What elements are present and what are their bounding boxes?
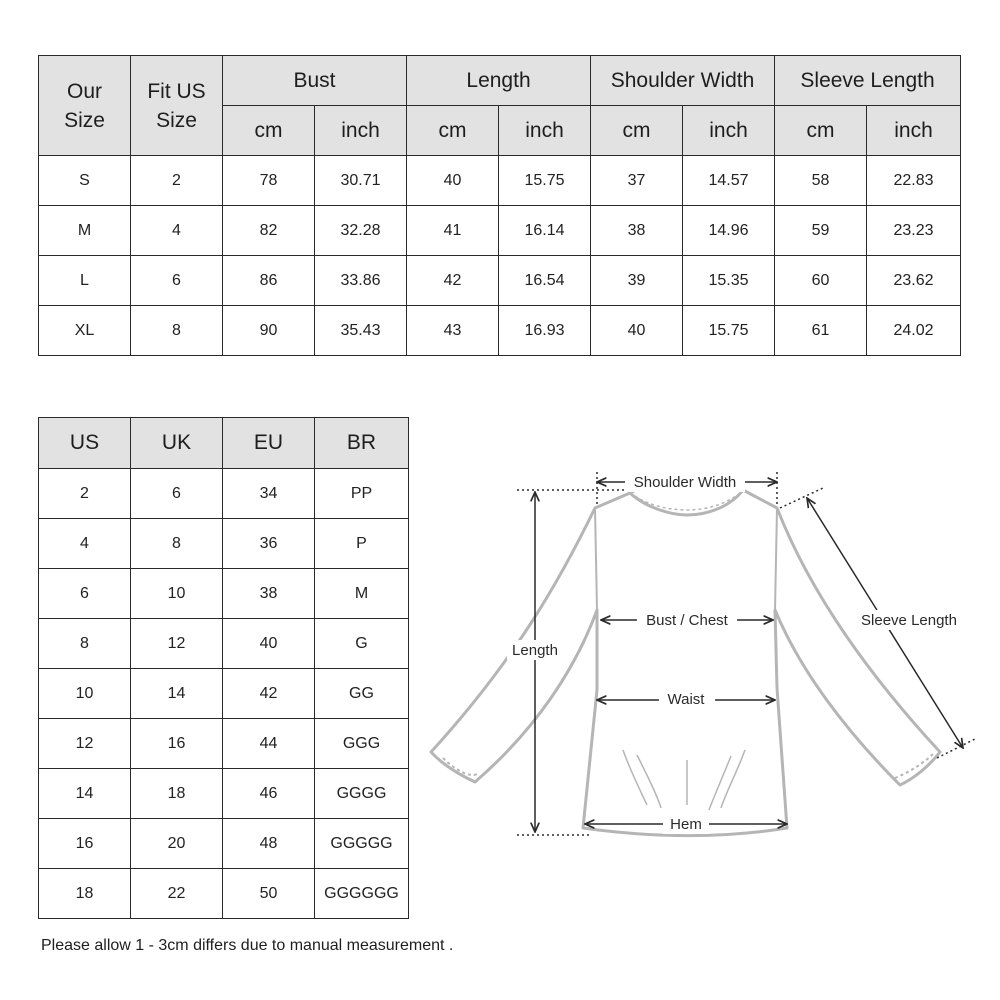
cell-us: 14 (39, 769, 131, 819)
cell-sleeve-cm: 59 (775, 206, 867, 256)
header-our-size: Our Size (39, 56, 131, 156)
cell-eu: 34 (223, 469, 315, 519)
cell-sleeve-inch: 23.23 (867, 206, 961, 256)
cell-sleeve-inch: 22.83 (867, 156, 961, 206)
cell-length-cm: 41 (407, 206, 499, 256)
cell-eu: 44 (223, 719, 315, 769)
cell-us: 4 (39, 519, 131, 569)
cell-br: GGGG (315, 769, 409, 819)
cell-bust-cm: 78 (223, 156, 315, 206)
cell-shoulder-cm: 39 (591, 256, 683, 306)
table-row (39, 869, 409, 919)
label-bust-chest: Bust / Chest (646, 612, 728, 629)
cell-fit-us: 2 (131, 156, 223, 206)
cell-us: 10 (39, 669, 131, 719)
cell-size: XL (39, 306, 131, 356)
unit-inch: inch (867, 106, 961, 156)
cell-us: 6 (39, 569, 131, 619)
cell-br: GGGGGG (315, 869, 409, 919)
table-row (39, 669, 409, 719)
cell-eu: 50 (223, 869, 315, 919)
header-shoulder-width: Shoulder Width (591, 56, 775, 106)
unit-cm: cm (591, 106, 683, 156)
cell-sleeve-cm: 60 (775, 256, 867, 306)
unit-cm: cm (223, 106, 315, 156)
size-chart-table (38, 55, 961, 356)
cell-uk: 8 (131, 519, 223, 569)
header-us: US (39, 418, 131, 469)
cell-uk: 18 (131, 769, 223, 819)
table-row (39, 719, 409, 769)
table-row (39, 769, 409, 819)
header-fit-us-size: Fit US Size (131, 56, 223, 156)
cell-eu: 42 (223, 669, 315, 719)
cell-uk: 20 (131, 819, 223, 869)
table-row (39, 619, 409, 669)
cell-shoulder-inch: 14.96 (683, 206, 775, 256)
cell-length-inch: 16.14 (499, 206, 591, 256)
cell-br: GGGGG (315, 819, 409, 869)
table-row (39, 819, 409, 869)
cell-uk: 10 (131, 569, 223, 619)
unit-inch: inch (683, 106, 775, 156)
cell-uk: 6 (131, 469, 223, 519)
cell-bust-inch: 33.86 (315, 256, 407, 306)
cell-uk: 14 (131, 669, 223, 719)
cell-us: 8 (39, 619, 131, 669)
measurement-note: Please allow 1 - 3cm differs due to manual measurement . (41, 937, 454, 954)
cell-eu: 48 (223, 819, 315, 869)
table-row (39, 519, 409, 569)
cell-br: GG (315, 669, 409, 719)
cell-bust-inch: 32.28 (315, 206, 407, 256)
header-uk: UK (131, 418, 223, 469)
header-length: Length (407, 56, 591, 106)
cell-br: P (315, 519, 409, 569)
label-sleeve-length: Sleeve Length (861, 612, 957, 629)
header-eu: EU (223, 418, 315, 469)
cell-length-cm: 43 (407, 306, 499, 356)
table-row (39, 256, 961, 306)
cell-bust-cm: 90 (223, 306, 315, 356)
header-bust: Bust (223, 56, 407, 106)
cell-shoulder-inch: 15.35 (683, 256, 775, 306)
cell-bust-cm: 86 (223, 256, 315, 306)
cell-us: 16 (39, 819, 131, 869)
header-sleeve-length: Sleeve Length (775, 56, 961, 106)
cell-bust-inch: 30.71 (315, 156, 407, 206)
cell-fit-us: 4 (131, 206, 223, 256)
cell-sleeve-cm: 58 (775, 156, 867, 206)
size-conversion-table (38, 417, 409, 919)
cell-shoulder-cm: 37 (591, 156, 683, 206)
unit-inch: inch (499, 106, 591, 156)
cell-us: 18 (39, 869, 131, 919)
cell-size: L (39, 256, 131, 306)
cell-shoulder-cm: 38 (591, 206, 683, 256)
cell-length-inch: 16.54 (499, 256, 591, 306)
cell-bust-cm: 82 (223, 206, 315, 256)
cell-br: G (315, 619, 409, 669)
cell-bust-inch: 35.43 (315, 306, 407, 356)
label-length: Length (512, 642, 558, 659)
table-row (39, 156, 961, 206)
cell-sleeve-cm: 61 (775, 306, 867, 356)
unit-cm: cm (407, 106, 499, 156)
label-hem: Hem (670, 816, 702, 833)
cell-length-inch: 16.93 (499, 306, 591, 356)
cell-br: GGG (315, 719, 409, 769)
label-waist: Waist (667, 691, 705, 708)
cell-fit-us: 8 (131, 306, 223, 356)
header-br: BR (315, 418, 409, 469)
cell-shoulder-inch: 14.57 (683, 156, 775, 206)
cell-size: M (39, 206, 131, 256)
cell-sleeve-inch: 24.02 (867, 306, 961, 356)
cell-br: PP (315, 469, 409, 519)
cell-length-inch: 15.75 (499, 156, 591, 206)
cell-uk: 12 (131, 619, 223, 669)
cell-shoulder-cm: 40 (591, 306, 683, 356)
cell-eu: 36 (223, 519, 315, 569)
cell-sleeve-inch: 23.62 (867, 256, 961, 306)
table-row (39, 306, 961, 356)
cell-uk: 22 (131, 869, 223, 919)
table-row (39, 569, 409, 619)
cell-size: S (39, 156, 131, 206)
cell-uk: 16 (131, 719, 223, 769)
table-row (39, 206, 961, 256)
unit-inch: inch (315, 106, 407, 156)
label-shoulder-width: Shoulder Width (633, 474, 737, 491)
cell-eu: 46 (223, 769, 315, 819)
garment-diagram (425, 460, 985, 850)
cell-us: 12 (39, 719, 131, 769)
cell-length-cm: 42 (407, 256, 499, 306)
cell-eu: 38 (223, 569, 315, 619)
cell-fit-us: 6 (131, 256, 223, 306)
cell-eu: 40 (223, 619, 315, 669)
table-row (39, 469, 409, 519)
cell-br: M (315, 569, 409, 619)
cell-shoulder-inch: 15.75 (683, 306, 775, 356)
cell-us: 2 (39, 469, 131, 519)
cell-length-cm: 40 (407, 156, 499, 206)
unit-cm: cm (775, 106, 867, 156)
